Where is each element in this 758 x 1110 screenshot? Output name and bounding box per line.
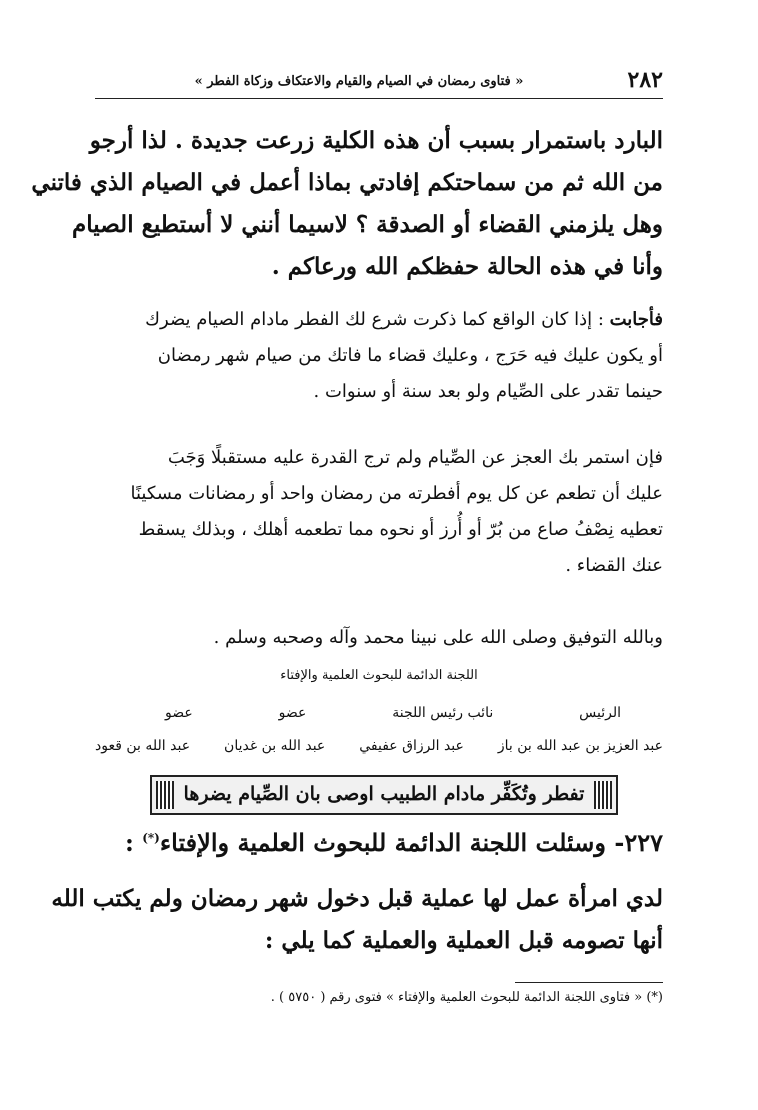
section-banner: [150, 775, 618, 815]
answer-lead: فأجابت: [609, 309, 663, 330]
banner-text: تفطر وتُكَفِّر مادام الطبيب اوصى بان الصِّيام يضرها: [183, 783, 585, 805]
footnote-marker: (*): [142, 831, 160, 845]
signature-title: الرئيس: [579, 705, 621, 721]
answer-paragraph-2: [95, 440, 663, 584]
fatwa-line: أنها تصومه قبل العملية والعملية كما يلي :: [264, 927, 663, 954]
running-title: « فتاوى رمضان في الصيام والقيام والاعتكاف وزكاة الفطر »: [194, 74, 524, 89]
page-number: ٢٨٢: [627, 67, 663, 93]
page-header: [95, 66, 663, 96]
question-line: البارد باستمرار بسبب أن هذه الكلية زرعت جديدة . لذا أرجو: [89, 127, 663, 154]
closing-paragraph: [95, 620, 663, 656]
fatwa-title-text: ٢٢٧- وسئلت اللجنة الدائمة للبحوث العلمية والإفتاء: [159, 828, 663, 857]
signature-title: عضو: [278, 705, 307, 721]
footnote-divider: [515, 982, 663, 983]
question-line: وأنا في هذه الحالة حفظكم الله ورعاكم .: [271, 253, 663, 280]
fatwa-question: [51, 878, 663, 962]
answer-line: أو يكون عليك فيه حَرَج ، وعليك قضاء ما فاتك من صيام شهر رمضان: [157, 345, 663, 366]
header-divider: [95, 98, 663, 99]
fatwa-title-end: :: [124, 828, 143, 857]
answer-line: عليك أن تطعم عن كل يوم أفطرته من رمضان واحد أو رمضانات مسكينًا: [130, 483, 663, 504]
signature-name: عبد الله بن قعود: [95, 738, 191, 754]
question-line: وهل يلزمني القضاء أو الصدقة ؟ لاسيما أنني لا أستطيع الصيام: [72, 211, 663, 238]
signature-name: عبد الرزاق عفيفي: [359, 738, 464, 754]
signature-name: عبد العزيز بن عبد الله بن باز: [497, 738, 663, 754]
committee-name: اللجنة الدائمة للبحوث العلمية والإفتاء: [280, 668, 478, 683]
signature-title: نائب رئيس اللجنة: [392, 705, 494, 721]
signature-title: عضو: [165, 705, 193, 721]
answer-paragraph-1: [95, 302, 663, 410]
signature-titles: [95, 705, 663, 721]
answer-line-text: : إذا كان الواقع كما ذكرت شرع لك الفطر مادام الصيام يضرك: [145, 309, 610, 330]
footnote: (*) « فتاوى اللجنة الدائمة للبحوث العلمية والإفتاء » فتوى رقم ( ٥٧٥٠ ) .: [270, 990, 663, 1005]
answer-line: تعطيه نِصْفُ صاع من بُرّ أو أُرز أو نحوه مما تطعمه أهلك ، وبذلك يسقط: [138, 519, 663, 540]
question-text: [31, 120, 663, 288]
fatwa-line: لدي امرأة عمل لها عملية قبل دخول شهر رمضان ولم يكتب الله: [51, 885, 663, 912]
answer-line: عنك القضاء .: [565, 555, 663, 576]
signature-name: عبد الله بن غديان: [224, 738, 326, 754]
signature-names: [95, 738, 663, 754]
closing-line: وبالله التوفيق وصلى الله على نبينا محمد وآله وصحبه وسلم .: [213, 627, 663, 648]
answer-line: فإن استمر بك العجز عن الصِّيام ولم ترج القدرة عليه مستقبلًا وَجَبَ: [167, 447, 663, 468]
answer-line: حينما تقدر على الصِّيام ولو بعد سنة أو سنوات .: [313, 381, 663, 402]
fatwa-heading: [95, 828, 663, 857]
answer-line: [95, 302, 663, 338]
question-line: من الله ثم من سماحتكم إفادتي بماذا أعمل في الصيام الذي فاتني: [31, 169, 663, 196]
